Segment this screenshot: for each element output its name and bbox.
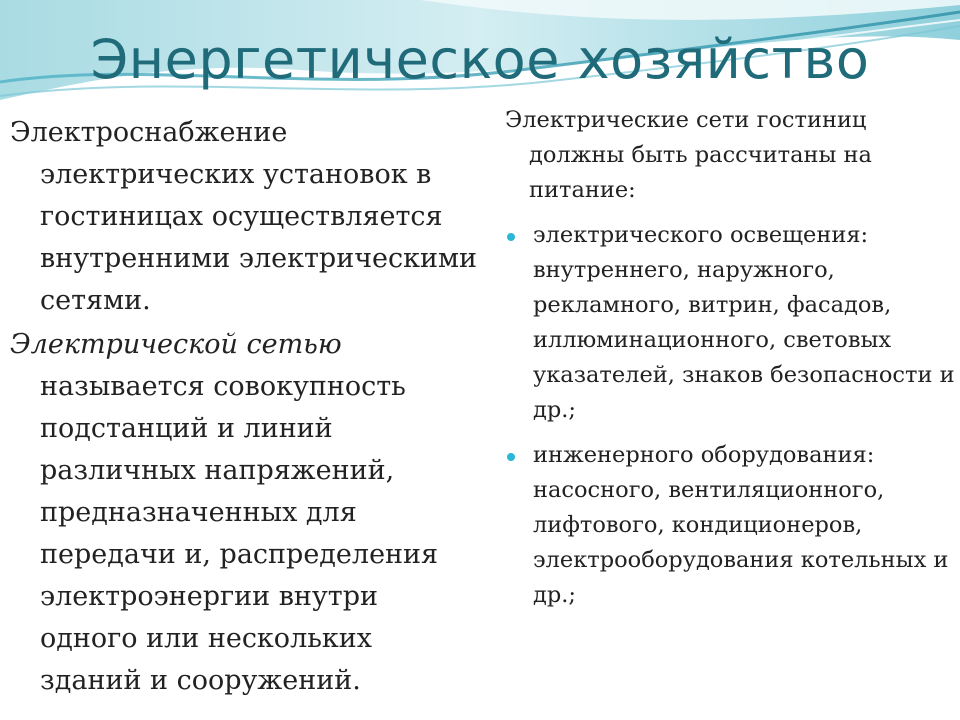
right-column xyxy=(505,103,955,613)
paragraph-continuation: называется совокупность подстанций и линий различных напряжений, предназначенных для передачи и, распределения электроэнергии внутри одного или нескольких зданий и сооружений. xyxy=(40,371,439,696)
slide-title: Энергетическое хозяйство xyxy=(90,28,870,91)
paragraph-first-line: Электрические сети гостиниц xyxy=(505,107,867,133)
paragraph-power-supply xyxy=(10,112,480,322)
bullet-dot-icon xyxy=(507,233,515,241)
bullet-item xyxy=(505,218,955,428)
bullet-text: электрического освещения: внутреннего, наружного, рекламного, витрин, фасадов, иллюминационного, световых указателей, знаков безопасности и др.; xyxy=(533,222,955,423)
bullet-item xyxy=(505,438,955,613)
bullet-dot-icon xyxy=(507,453,515,461)
paragraph-first-line: Электроснабжение xyxy=(10,117,288,148)
paragraph-networks-intro xyxy=(505,103,955,208)
emphasized-term: Электрической сетью xyxy=(10,329,342,360)
paragraph-network-definition xyxy=(10,324,480,702)
paragraph-continuation: электрических установок в гостиницах осуществляется внутренними электрическими сетями. xyxy=(40,159,478,316)
paragraph-continuation: должны быть рассчитаны на питание: xyxy=(529,142,872,203)
bullet-text: инженерного оборудования: насосного, вентиляционного, лифтового, кондиционеров, электрооборудования котельных и др.; xyxy=(533,442,949,608)
left-column xyxy=(10,112,480,702)
